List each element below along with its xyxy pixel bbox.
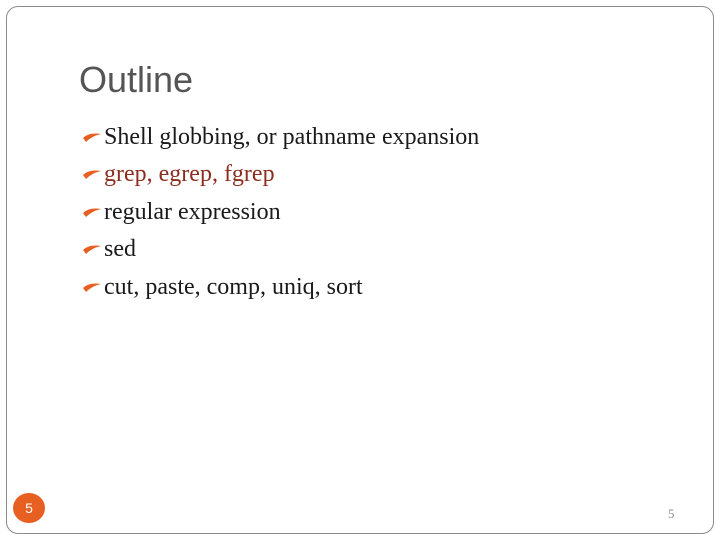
bullet-text: regular expression bbox=[104, 198, 281, 225]
slide-number-badge-text: 5 bbox=[25, 500, 33, 516]
slide-number-badge bbox=[13, 493, 45, 523]
bullet-text: sed bbox=[104, 236, 136, 263]
bullet-item bbox=[81, 118, 479, 156]
bullet-text: cut, paste, comp, uniq, sort bbox=[104, 273, 363, 300]
swoosh-bullet-icon bbox=[81, 202, 103, 222]
bullet-item bbox=[81, 268, 479, 306]
slide-title: Outline bbox=[79, 59, 194, 100]
swoosh-bullet-icon bbox=[81, 277, 103, 297]
bullet-item bbox=[81, 193, 479, 231]
bullet-text: grep, egrep, fgrep bbox=[104, 161, 275, 188]
swoosh-bullet-icon bbox=[81, 164, 103, 184]
bullet-text: Shell globbing, or pathname expansion bbox=[104, 123, 480, 150]
bullet-list bbox=[81, 118, 479, 306]
swoosh-bullet-icon bbox=[81, 239, 103, 259]
bullet-item bbox=[81, 231, 479, 269]
bullet-item bbox=[81, 156, 479, 194]
swoosh-bullet-icon bbox=[81, 127, 103, 147]
page-number: 5 bbox=[668, 506, 675, 521]
